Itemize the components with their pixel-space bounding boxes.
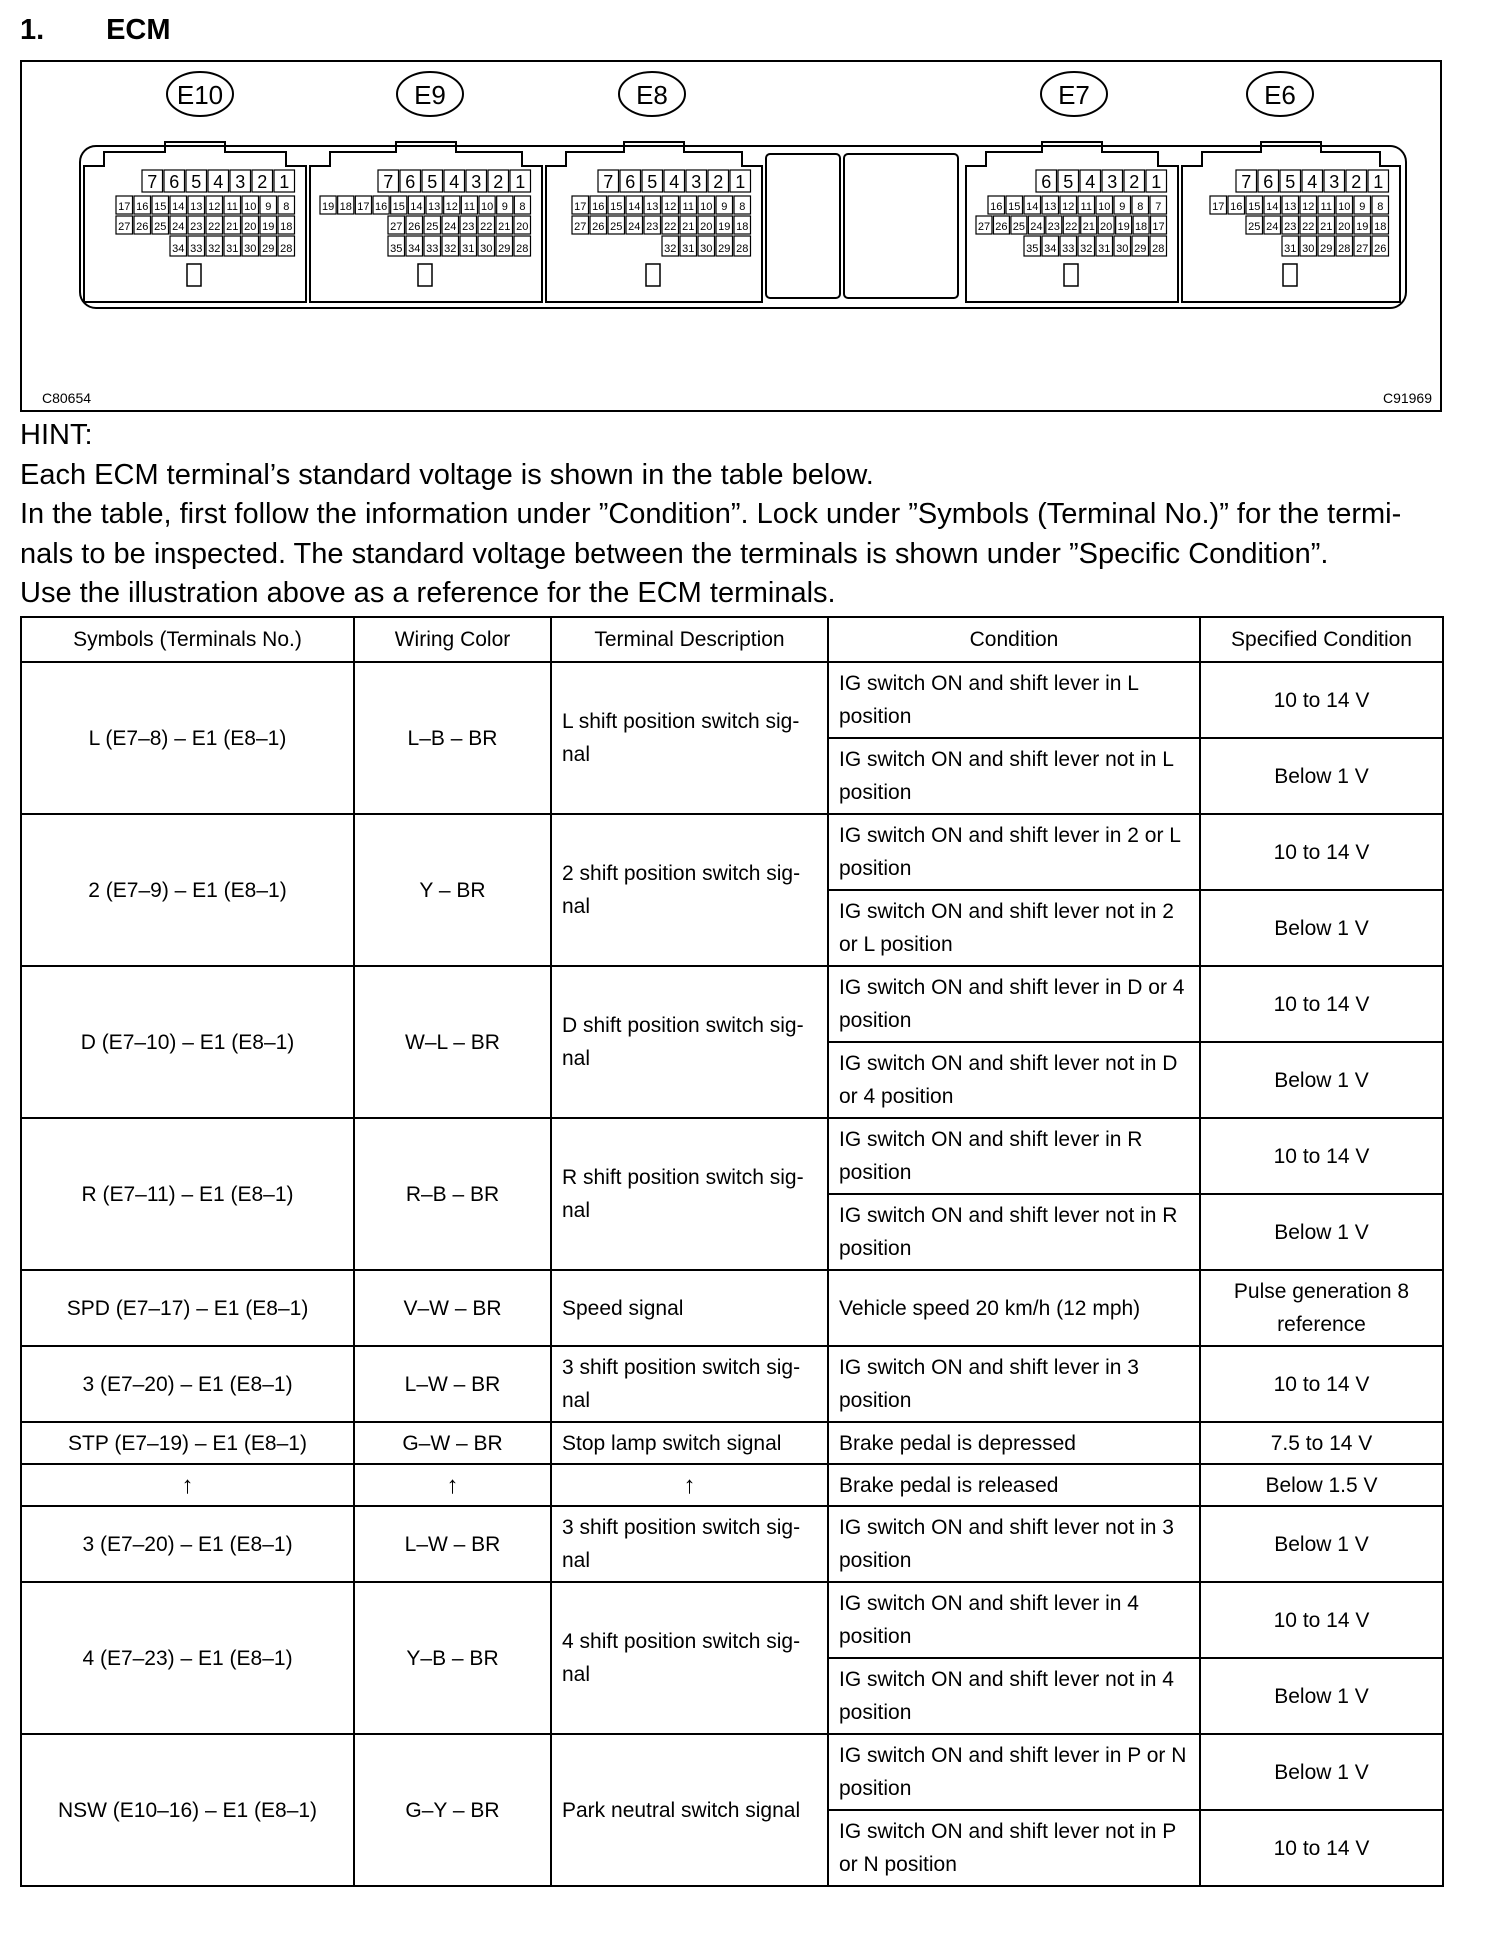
terminal-number: 9 <box>265 201 272 213</box>
condition-cell: Brake pedal is released <box>828 1464 1200 1506</box>
terminal-number: 14 <box>172 201 185 213</box>
terminal-number: 5 <box>1063 172 1074 192</box>
terminal-number: 1 <box>279 172 290 192</box>
terminal-number: 8 <box>739 201 746 213</box>
terminal-number: 6 <box>1263 172 1274 192</box>
terminal-number: 25 <box>1012 221 1026 233</box>
terminal-number: 2 <box>1351 172 1362 192</box>
terminal-number: 10 <box>244 201 257 213</box>
terminal-number: 11 <box>226 201 238 213</box>
table-row <box>21 662 1443 738</box>
terminal-number: 18 <box>339 201 352 213</box>
terminal-number: 23 <box>190 221 203 233</box>
terminal-number: 34 <box>172 243 185 255</box>
terminal-number: 17 <box>574 201 587 213</box>
terminal-number: 14 <box>628 201 641 213</box>
terminal-number: 28 <box>1152 243 1165 255</box>
table-row <box>21 1270 1443 1346</box>
table-row <box>21 1346 1443 1422</box>
terminal-number: 15 <box>610 201 623 213</box>
section-title: ECM <box>106 14 171 46</box>
terminal-number: 16 <box>136 201 149 213</box>
terminal-number: 8 <box>519 201 526 213</box>
terminal-number: 19 <box>1356 221 1369 233</box>
terminal-number: 14 <box>410 201 423 213</box>
terminal-number: 24 <box>628 221 641 233</box>
condition-cell: IG switch ON and shift lever not in 3 position <box>828 1506 1200 1582</box>
terminal-number: 4 <box>1085 172 1096 192</box>
specified-condition-cell: Below 1 V <box>1200 738 1443 814</box>
condition-cell: IG switch ON and shift lever not in 2 or L position <box>828 890 1200 966</box>
terminal-number: 21 <box>682 221 695 233</box>
terminal-number: 7 <box>603 172 614 192</box>
condition-cell: IG switch ON and shift lever in P or N position <box>828 1734 1200 1810</box>
terminal-number: 19 <box>262 221 275 233</box>
terminal-number: 29 <box>718 243 731 255</box>
terminal-number: 28 <box>280 243 293 255</box>
terminal-number: 26 <box>995 221 1008 233</box>
terminal-number: 7 <box>1155 201 1162 213</box>
symbols-cell: STP (E7–19) – E1 (E8–1) <box>21 1422 354 1464</box>
specified-condition-cell: Below 1 V <box>1200 1042 1443 1118</box>
connector-label: E7 <box>1058 80 1090 110</box>
specified-condition-cell: Below 1.5 V <box>1200 1464 1443 1506</box>
wiring-color-cell: Y–B – BR <box>354 1582 551 1734</box>
wiring-color-cell: Y – BR <box>354 814 551 966</box>
terminal-number: 30 <box>480 243 493 255</box>
wiring-color-cell: L–W – BR <box>354 1506 551 1582</box>
terminal-number: 21 <box>1082 221 1095 233</box>
terminal-number: 18 <box>1134 221 1148 233</box>
hint-label: HINT: <box>20 419 93 451</box>
terminal-number: 30 <box>700 243 713 255</box>
terminal-number: 13 <box>646 201 659 213</box>
terminal-number: 19 <box>1117 221 1130 233</box>
terminal-number: 31 <box>226 243 239 255</box>
terminal-number: 2 <box>493 172 504 192</box>
terminal-number: 17 <box>357 201 370 213</box>
terminal-number: 3 <box>1329 172 1340 192</box>
table-header-row <box>21 617 1443 662</box>
connector-label: E10 <box>176 80 224 110</box>
terminal-number: 23 <box>1284 221 1297 233</box>
blank-cavity <box>844 154 958 298</box>
specified-condition-cell: 10 to 14 V <box>1200 662 1443 738</box>
terminal-description-cell: 3 shift position switch sig- nal <box>551 1506 828 1582</box>
specified-condition-cell: Below 1 V <box>1200 1734 1443 1810</box>
symbols-cell: 4 (E7–23) – E1 (E8–1) <box>21 1582 354 1734</box>
terminal-number: 15 <box>154 201 167 213</box>
hint-line: nals to be inspected. The standard voltage between the terminals is shown under ”Specific Condition”. <box>20 537 1329 570</box>
terminal-description-cell: L shift position switch sig- nal <box>551 662 828 814</box>
terminal-number: 29 <box>1320 243 1333 255</box>
hint-line: Use the illustration above as a reference for the ECM terminals. <box>20 577 836 609</box>
terminal-number: 5 <box>427 172 438 192</box>
terminal-number: 2 <box>713 172 724 192</box>
table-row <box>21 1506 1443 1582</box>
table-row <box>21 814 1443 890</box>
terminal-number: 19 <box>718 221 731 233</box>
terminal-description-cell: Speed signal <box>551 1270 828 1346</box>
terminal-number: 20 <box>516 221 529 233</box>
terminal-number: 34 <box>1044 243 1057 255</box>
terminal-number: 33 <box>426 243 439 255</box>
condition-cell: IG switch ON and shift lever in L position <box>828 662 1200 738</box>
terminal-number: 27 <box>1356 243 1369 255</box>
hint-line: Each ECM terminal’s standard voltage is shown in the table below. <box>20 458 874 491</box>
terminal-number: 10 <box>700 201 713 213</box>
terminal-number: 24 <box>172 221 185 233</box>
terminal-number: 31 <box>682 243 695 255</box>
terminal-number: 27 <box>390 221 403 233</box>
specified-condition-cell: Pulse generation 8 reference <box>1200 1270 1443 1346</box>
key-slot <box>418 264 432 286</box>
figure-id-left: C80654 <box>42 390 92 406</box>
terminal-number: 32 <box>444 243 457 255</box>
terminal-number: 33 <box>190 243 203 255</box>
terminal-number: 2 <box>257 172 268 192</box>
terminal-number: 4 <box>1307 172 1318 192</box>
symbols-cell: 3 (E7–20) – E1 (E8–1) <box>21 1346 354 1422</box>
terminal-description-cell: 4 shift position switch sig- nal <box>551 1582 828 1734</box>
terminal-number: 22 <box>1065 221 1078 233</box>
terminal-number: 25 <box>426 221 439 233</box>
wiring-color-cell: G–Y – BR <box>354 1734 551 1886</box>
blank-cavity <box>766 154 840 298</box>
terminal-number: 8 <box>283 201 290 213</box>
terminal-number: 16 <box>1230 201 1243 213</box>
terminal-number: 19 <box>321 201 335 213</box>
terminal-number: 22 <box>480 221 493 233</box>
terminal-number: 8 <box>1377 201 1384 213</box>
condition-cell: Brake pedal is depressed <box>828 1422 1200 1464</box>
wiring-color-cell: ↑ <box>354 1464 551 1506</box>
key-slot <box>646 264 660 286</box>
terminal-number: 26 <box>1374 243 1387 255</box>
wiring-color-cell: V–W – BR <box>354 1270 551 1346</box>
terminal-number: 25 <box>154 221 167 233</box>
hint-block <box>20 416 1460 614</box>
hint-line: In the table, first follow the information under ”Condition”. Lock under ”Symbols (Terminal No.)” for the termi- <box>20 498 1402 530</box>
terminal-number: 10 <box>480 201 494 213</box>
terminal-number: 25 <box>1248 221 1261 233</box>
condition-cell: IG switch ON and shift lever in D or 4 position <box>828 966 1200 1042</box>
terminal-description-cell: Park neutral switch signal <box>551 1734 828 1886</box>
terminal-number: 9 <box>1119 201 1126 213</box>
terminal-number: 20 <box>244 221 257 233</box>
terminal-number: 11 <box>682 201 694 213</box>
terminal-number: 6 <box>625 172 636 192</box>
terminal-number: 10 <box>1098 201 1111 213</box>
condition-cell: IG switch ON and shift lever in 4 position <box>828 1582 1200 1658</box>
terminal-number: 22 <box>664 221 677 233</box>
specified-condition-cell: 7.5 to 14 V <box>1200 1422 1443 1464</box>
terminal-number: 11 <box>1080 201 1092 213</box>
key-slot <box>1283 264 1297 286</box>
terminal-number: 6 <box>405 172 416 192</box>
terminal-number: 16 <box>990 201 1003 213</box>
terminal-number: 4 <box>669 172 680 192</box>
terminal-number: 14 <box>1026 201 1039 213</box>
terminal-number: 2 <box>1129 172 1140 192</box>
specified-condition-cell: Below 1 V <box>1200 1506 1443 1582</box>
terminal-number: 12 <box>208 201 221 213</box>
condition-cell: IG switch ON and shift lever in 2 or L position <box>828 814 1200 890</box>
table-row <box>21 1422 1443 1464</box>
terminal-number: 23 <box>462 221 475 233</box>
terminal-number: 31 <box>1284 243 1297 255</box>
condition-cell: IG switch ON and shift lever not in R position <box>828 1194 1200 1270</box>
terminal-number: 30 <box>244 243 257 255</box>
terminal-number: 18 <box>280 221 293 233</box>
terminal-number: 26 <box>136 221 149 233</box>
terminal-number: 3 <box>1107 172 1118 192</box>
terminal-number: 35 <box>390 243 403 255</box>
specified-condition-cell: 10 to 14 V <box>1200 814 1443 890</box>
terminal-number: 1 <box>515 172 526 192</box>
terminal-number: 10 <box>1338 201 1351 213</box>
terminal-number: 11 <box>463 201 476 213</box>
condition-cell: IG switch ON and shift lever in R position <box>828 1118 1200 1194</box>
terminal-number: 31 <box>1098 243 1111 255</box>
terminal-number: 3 <box>691 172 702 192</box>
connector-label: E8 <box>636 80 668 110</box>
section-number: 1. <box>20 14 45 46</box>
terminal-number: 23 <box>646 221 659 233</box>
terminal-number: 28 <box>516 243 529 255</box>
terminal-number: 13 <box>427 201 441 213</box>
specified-condition-cell: 10 to 14 V <box>1200 1118 1443 1194</box>
terminal-number: 12 <box>445 201 458 213</box>
terminal-number: 29 <box>498 243 511 255</box>
specified-condition-cell: Below 1 V <box>1200 1194 1443 1270</box>
terminal-number: 16 <box>374 201 388 213</box>
terminal-number: 24 <box>444 221 457 233</box>
terminal-number: 31 <box>462 243 475 255</box>
terminal-number: 33 <box>1062 243 1075 255</box>
wiring-color-cell: L–W – BR <box>354 1346 551 1422</box>
terminal-number: 15 <box>392 201 405 213</box>
key-slot <box>187 264 201 286</box>
terminal-number: 13 <box>1284 201 1297 213</box>
terminal-number: 30 <box>1302 243 1315 255</box>
terminal-number: 16 <box>592 201 605 213</box>
terminal-number: 12 <box>1062 201 1075 213</box>
condition-cell: IG switch ON and shift lever not in L position <box>828 738 1200 814</box>
table-body <box>21 617 1443 1886</box>
condition-cell: IG switch ON and shift lever in 3 position <box>828 1346 1200 1422</box>
specified-condition-cell: 10 to 14 V <box>1200 1582 1443 1658</box>
connector-diagram <box>22 62 1440 410</box>
connector-label: E6 <box>1264 80 1296 110</box>
header-terminal-description: Terminal Description <box>551 617 828 662</box>
header-wiring-color: Wiring Color <box>354 617 551 662</box>
terminal-description-cell: Stop lamp switch signal <box>551 1422 828 1464</box>
wiring-color-cell: G–W – BR <box>354 1422 551 1464</box>
table-row <box>21 1582 1443 1658</box>
connector-label: E9 <box>414 80 446 110</box>
terminal-number: 20 <box>1338 221 1351 233</box>
terminal-number: 4 <box>213 172 224 192</box>
terminal-number: 5 <box>647 172 658 192</box>
terminal-number: 15 <box>1008 201 1021 213</box>
terminal-description-cell: D shift position switch sig- nal <box>551 966 828 1118</box>
table-row <box>21 1734 1443 1810</box>
terminal-number: 22 <box>1302 221 1315 233</box>
terminal-description-cell: 2 shift position switch sig- nal <box>551 814 828 966</box>
terminal-number: 9 <box>501 201 508 213</box>
terminal-number: 3 <box>235 172 246 192</box>
terminal-number: 17 <box>118 201 131 213</box>
terminal-number: 20 <box>1100 221 1113 233</box>
wiring-color-cell: W–L – BR <box>354 966 551 1118</box>
terminal-number: 15 <box>1248 201 1261 213</box>
terminal-number: 27 <box>118 221 131 233</box>
header-condition: Condition <box>828 617 1200 662</box>
terminal-number: 32 <box>1080 243 1093 255</box>
terminal-number: 24 <box>1266 221 1279 233</box>
table-row <box>21 1118 1443 1194</box>
terminal-number: 12 <box>664 201 677 213</box>
terminal-number: 34 <box>408 243 421 255</box>
table-row <box>21 1464 1443 1506</box>
terminal-number: 30 <box>1116 243 1129 255</box>
wiring-color-cell: R–B – BR <box>354 1118 551 1270</box>
terminal-number: 27 <box>977 221 991 233</box>
terminal-number: 8 <box>1137 201 1144 213</box>
terminal-number: 22 <box>208 221 221 233</box>
terminal-number: 1 <box>1373 172 1384 192</box>
condition-cell: IG switch ON and shift lever not in D or 4 position <box>828 1042 1200 1118</box>
key-slot <box>1064 264 1078 286</box>
terminal-number: 6 <box>1041 172 1052 192</box>
symbols-cell: D (E7–10) – E1 (E8–1) <box>21 966 354 1118</box>
specified-condition-cell: 10 to 14 V <box>1200 1810 1443 1886</box>
terminal-number: 20 <box>700 221 713 233</box>
ecm-connector-figure <box>20 60 1442 412</box>
terminal-description-cell: ↑ <box>551 1464 828 1506</box>
symbols-cell: 2 (E7–9) – E1 (E8–1) <box>21 814 354 966</box>
condition-cell: IG switch ON and shift lever not in 4 position <box>828 1658 1200 1734</box>
terminal-number: 1 <box>735 172 746 192</box>
symbols-cell: 3 (E7–20) – E1 (E8–1) <box>21 1506 354 1582</box>
symbols-cell: L (E7–8) – E1 (E8–1) <box>21 662 354 814</box>
terminal-number: 1 <box>1151 172 1162 192</box>
terminal-number: 28 <box>1338 243 1351 255</box>
specified-condition-cell: 10 to 14 V <box>1200 1346 1443 1422</box>
terminal-number: 26 <box>408 221 421 233</box>
specified-condition-cell: Below 1 V <box>1200 1658 1443 1734</box>
symbols-cell: NSW (E10–16) – E1 (E8–1) <box>21 1734 354 1886</box>
header-symbols: Symbols (Terminals No.) <box>21 617 354 662</box>
terminal-number: 5 <box>191 172 202 192</box>
terminal-number: 29 <box>1134 243 1147 255</box>
terminal-number: 7 <box>383 172 394 192</box>
terminal-number: 24 <box>1030 221 1043 233</box>
symbols-cell: R (E7–11) – E1 (E8–1) <box>21 1118 354 1270</box>
terminal-number: 25 <box>610 221 623 233</box>
condition-cell: Vehicle speed 20 km/h (12 mph) <box>828 1270 1200 1346</box>
terminal-number: 18 <box>736 221 749 233</box>
terminal-description-cell: 3 shift position switch sig- nal <box>551 1346 828 1422</box>
terminal-number: 28 <box>736 243 749 255</box>
terminal-number: 18 <box>1374 221 1387 233</box>
terminal-number: 21 <box>226 221 239 233</box>
terminal-number: 12 <box>1302 201 1315 213</box>
terminal-number: 17 <box>1212 201 1225 213</box>
terminal-number: 21 <box>1320 221 1333 233</box>
terminal-number: 11 <box>1320 201 1332 213</box>
wiring-color-cell: L–B – BR <box>354 662 551 814</box>
terminal-number: 4 <box>449 172 460 192</box>
table-row <box>21 966 1443 1042</box>
terminal-number: 35 <box>1026 243 1039 255</box>
terminal-number: 7 <box>147 172 158 192</box>
terminal-number: 32 <box>664 243 677 255</box>
terminal-voltage-table <box>20 616 1444 1887</box>
terminal-number: 13 <box>190 201 203 213</box>
terminal-number: 13 <box>1044 201 1057 213</box>
terminal-number: 27 <box>574 221 587 233</box>
terminal-number: 29 <box>262 243 275 255</box>
terminal-number: 3 <box>471 172 482 192</box>
symbols-cell: SPD (E7–17) – E1 (E8–1) <box>21 1270 354 1346</box>
terminal-number: 9 <box>721 201 728 213</box>
terminal-number: 26 <box>592 221 605 233</box>
terminal-number: 32 <box>208 243 221 255</box>
terminal-number: 21 <box>498 221 511 233</box>
terminal-description-cell: R shift position switch sig- nal <box>551 1118 828 1270</box>
condition-cell: IG switch ON and shift lever not in P or N position <box>828 1810 1200 1886</box>
terminal-number: 5 <box>1285 172 1296 192</box>
specified-condition-cell: 10 to 14 V <box>1200 966 1443 1042</box>
header-specified-condition: Specified Condition <box>1200 617 1443 662</box>
terminal-number: 14 <box>1266 201 1279 213</box>
terminal-number: 9 <box>1359 201 1366 213</box>
symbols-cell: ↑ <box>21 1464 354 1506</box>
figure-id-right: C91969 <box>1382 390 1432 406</box>
specified-condition-cell: Below 1 V <box>1200 890 1443 966</box>
terminal-number: 23 <box>1047 221 1060 233</box>
section-heading <box>20 14 171 47</box>
terminal-number: 7 <box>1241 172 1252 192</box>
terminal-number: 6 <box>169 172 180 192</box>
terminal-number: 17 <box>1152 221 1165 233</box>
